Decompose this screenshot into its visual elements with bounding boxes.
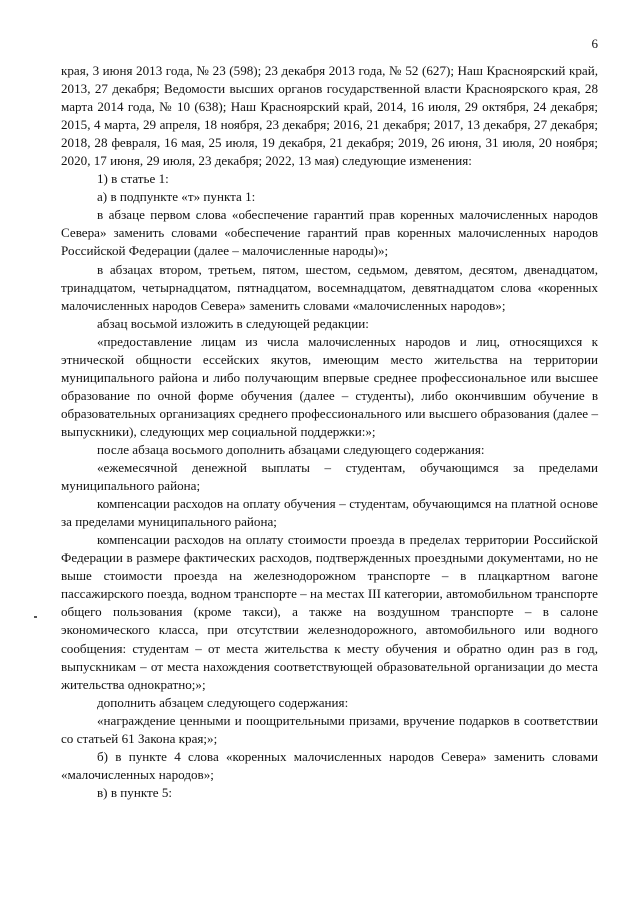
paragraph-tuition-compensation: компенсации расходов на оплату обучения – студентам, обучающимся на платной основе за пределами муниципального района; [61,496,598,530]
margin-mark [34,616,37,618]
paragraph-point-5: в) в пункте 5: [97,784,173,800]
paragraph-first-abzac-change: в абзаце первом слова «обеспечение гарантий прав коренных малочисленных народов Севера» заменить словами «обеспечение гарантий прав коренных малочисленных народов Российской Федерации (далее – малочисленные народы)»; [61,207,598,259]
paragraph-addition-header-2: дополнить абзацем следующего содержания: [97,694,349,710]
paragraph-abzac-8-header: абзац восьмой изложить в следующей редакции: [97,315,369,331]
paragraph-travel-compensation: компенсации расходов на оплату стоимости проезда в пределах территории Российской Федерации в размере фактических расходов, подтвержденных проездными документами, но не выше стоимости проезда на железнодорожном транспорте – в плацкартном вагоне пассажирского поезда, водном транспорте – на местах III категории, автомобильном транспорте общего пользования (кроме такси), а также на воздушном транспорте – в салоне экономического класса, при отсутствии железнодорожного, автомобильного или водного сообщения: студентам – от места жительства к месту обучения и обратно один раз в год, выпускникам – от места нахождения соответствующей образовательной организации до места жительства однократно;»; [61,532,598,692]
paragraph-article-1: 1) в статье 1: [97,171,169,187]
paragraph-awards: «награждение ценными и поощрительными призами, вручение подарков в соответствии со статьей 61 Закона края;»; [61,712,598,746]
page-number: 6 [591,36,598,51]
paragraph-abzac-8-text: «предоставление лицам из числа малочисленных народов и лиц, относящихся к этнической общности ессейских якутов, имеющим место жительства на территории муниципального района и либо получающим впервые среднее профессиональное или высшее образование по очной форме обучения (далее – студенты), либо окончившим обучение в образовательных организациях среднего профессионального или высшего образования (далее – выпускники), следующих мер социальной поддержки:»; [61,333,598,439]
paragraph-abzacs-change: в абзацах втором, третьем, пятом, шестом, седьмом, девятом, десятом, двенадцатом, тринадцатом, четырнадцатом, пятнадцатом, восемнадцатом, девятнадцатом слова «коренных малочисленных народов Севера» заменить словами «малочисленных народов»; [61,261,598,313]
paragraph-monthly-payment: «ежемесячной денежной выплаты – студентам, обучающимся за пределами муниципального района; [61,460,598,494]
document-body [61,62,598,802]
paragraph-additions-header: после абзаца восьмого дополнить абзацами следующего содержания: [97,441,485,457]
paragraph-subitem-a: а) в подпункте «т» пункта 1: [97,189,256,205]
paragraph-continuation: края, 3 июня 2013 года, № 23 (598); 23 декабря 2013 года, № 52 (627); Наш Красноярский край, 2013, 27 декабря; Ведомости высших органов государственной власти Красноярского края, 28 марта 2014 года, № 10 (638); Наш Красноярский край, 2014, 16 июля, 29 октября, 24 декабря; 2015, 4 марта, 29 апреля, 18 ноября, 23 декабря; 2016, 21 декабря; 2017, 13 декабря, 27 декабря; 2018, 28 февраля, 16 мая, 25 июля, 19 декабря, 21 декабря; 2019, 26 июня, 31 июля, 20 ноября; 2020, 17 июня, 29 июля, 23 декабря; 2022, 13 мая) следующие изменения: [61,63,598,169]
paragraph-point-4-change: б) в пункте 4 слова «коренных малочисленных народов Севера» заменить словами «малочисленных народов»; [61,748,598,782]
